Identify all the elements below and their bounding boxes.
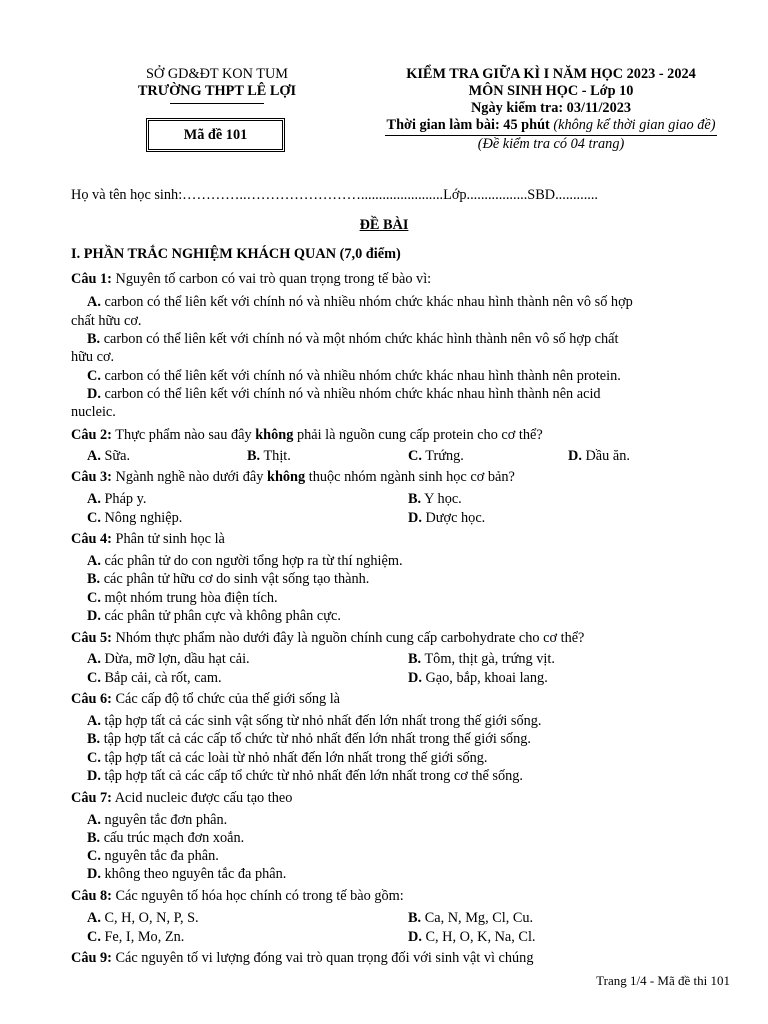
q2-option-d: [568, 447, 630, 466]
q8-option-a: [87, 909, 199, 928]
option-label: B.: [408, 910, 422, 926]
option-text: C, H, O, N, P, S.: [104, 910, 199, 926]
option-text: carbon có thể liên kết với chính nó và nhiều nhóm chức khác nhau hình thành nên protein.: [104, 368, 621, 384]
question-1: [71, 270, 731, 289]
option-label: C.: [408, 448, 422, 464]
option-text: C, H, O, K, Na, Cl.: [425, 929, 536, 945]
option-text: nguyên tắc đơn phân.: [104, 812, 228, 828]
question-keyword: không: [255, 427, 294, 443]
exam-duration: [368, 117, 734, 134]
question-number: Câu 1:: [71, 271, 112, 287]
question-number: Câu 3:: [71, 469, 112, 485]
q8-option-b: [408, 909, 533, 928]
q5-option-d: [408, 669, 548, 688]
option-text: tập hợp tất cả các sinh vật sống từ nhỏ nhất đến lớn nhất trong thế giới sống.: [104, 713, 542, 729]
option-text: Dược học.: [425, 510, 486, 526]
option-text: Pháp y.: [104, 491, 147, 507]
option-text: Fe, I, Mo, Zn.: [104, 929, 185, 945]
option-text: carbon có thể liên kết với chính nó và nhiều nhóm chức khác nhau hình thành nên vô số hợp: [104, 294, 633, 310]
q4-option-d: [87, 607, 729, 626]
question-text-pre: Thực phẩm nào sau đây: [115, 427, 252, 443]
school-name: TRƯỜNG THPT LÊ LỢI: [137, 83, 297, 99]
question-text: Các nguyên tố vi lượng đóng vai trò quan trọng đối với sinh vật vì chúng: [115, 950, 534, 966]
q1-option-c: [87, 367, 729, 386]
option-label: D.: [568, 448, 582, 464]
option-label: C.: [87, 750, 101, 766]
option-label: C.: [87, 590, 101, 606]
option-label: C.: [87, 848, 101, 864]
question-6: [71, 690, 731, 709]
option-label: A.: [87, 713, 101, 729]
department-name: SỞ GD&ĐT KON TUM: [145, 66, 289, 82]
exam-date: Ngày kiểm tra: 03/11/2023: [470, 100, 632, 116]
option-text: Y học.: [424, 491, 462, 507]
question-text-post: thuộc nhóm ngành sinh học cơ bản?: [308, 469, 515, 485]
question-9: [71, 949, 731, 968]
question-text: Nguyên tố carbon có vai trò quan trọng trong tế bào vì:: [115, 271, 432, 287]
option-text: không theo nguyên tắc đa phân.: [104, 866, 287, 882]
option-label: D.: [408, 670, 422, 686]
option-text: Thịt.: [263, 448, 291, 464]
q8-option-c: [87, 928, 184, 947]
option-text: các phân tử hữu cơ do sinh vật sống tạo thành.: [103, 571, 370, 587]
q5-option-a: [87, 650, 250, 669]
question-text-pre: Ngành nghề nào dưới đây: [115, 469, 264, 485]
q6-option-d: [87, 767, 729, 786]
q2-option-c: [408, 447, 464, 466]
question-keyword: không: [267, 469, 306, 485]
exam-code-box: Mã đề 101: [146, 118, 285, 152]
option-label: B.: [408, 491, 422, 507]
q1-option-d-cont: nucleic.: [71, 404, 116, 420]
question-2: [71, 426, 731, 445]
option-text: tập hợp tất cả các cấp tổ chức từ nhỏ nhất đến lớn nhất trong cơ thể sống.: [104, 768, 523, 784]
option-text: Dừa, mỡ lợn, dầu hạt cải.: [104, 651, 250, 667]
option-text: tập hợp tất cả các cấp tổ chức từ nhỏ nhất đến lớn nhất trong thế giới sống.: [103, 731, 531, 747]
question-number: Câu 2:: [71, 427, 112, 443]
option-text: Trứng.: [425, 448, 464, 464]
duration-note: (không kể thời gian giao đề): [553, 117, 716, 133]
option-text: các phân tử do con người tổng hợp ra từ thí nghiệm.: [104, 553, 403, 569]
question-number: Câu 4:: [71, 531, 112, 547]
q5-option-b: [408, 650, 555, 669]
q4-option-a: [87, 552, 729, 571]
option-label: C.: [87, 510, 101, 526]
student-info-line: Họ và tên học sinh:…………..…………………….......................Lớp.................SBD............: [71, 187, 599, 203]
q7-option-d: [87, 865, 729, 884]
option-text: Tôm, thịt gà, trứng vịt.: [424, 651, 555, 667]
subject: MÔN SINH HỌC - Lớp 10: [468, 83, 634, 99]
question-4: [71, 530, 731, 549]
q1-option-d: [87, 385, 729, 404]
option-label: B.: [87, 571, 101, 587]
q4-option-c: [87, 589, 729, 608]
q4-option-b: [87, 570, 729, 589]
q1-option-b: [87, 330, 729, 349]
q1-option-a: [87, 293, 729, 312]
option-label: A.: [87, 553, 101, 569]
option-text: Dầu ăn.: [585, 448, 630, 464]
question-number: Câu 7:: [71, 790, 112, 806]
q3-option-a: [87, 490, 146, 509]
question-text: Acid nucleic được cấu tạo theo: [114, 790, 293, 806]
option-label: A.: [87, 910, 101, 926]
question-number: Câu 5:: [71, 630, 112, 646]
page-footer: Trang 1/4 - Mã đề thi 101: [596, 973, 730, 988]
question-7: [71, 789, 731, 808]
q6-option-a: [87, 712, 729, 731]
option-label: B.: [408, 651, 422, 667]
option-label: C.: [87, 368, 101, 384]
option-text: Ca, N, Mg, Cl, Cu.: [424, 910, 534, 926]
question-number: Câu 9:: [71, 950, 112, 966]
option-label: D.: [87, 386, 101, 402]
option-label: A.: [87, 294, 101, 310]
q3-option-d: [408, 509, 485, 528]
option-label: A.: [87, 448, 101, 464]
option-text: Nông nghiệp.: [104, 510, 183, 526]
question-text: Nhóm thực phẩm nào dưới đây là nguồn chính cung cấp carbohydrate cho cơ thể?: [115, 630, 585, 646]
option-label: D.: [87, 768, 101, 784]
q3-option-b: [408, 490, 462, 509]
q7-option-c: [87, 847, 729, 866]
option-label: B.: [87, 331, 101, 347]
q3-option-c: [87, 509, 182, 528]
option-label: B.: [87, 731, 101, 747]
exam-heading: ĐỀ BÀI: [359, 217, 409, 233]
question-text-post: phải là nguồn cung cấp protein cho cơ thể?: [296, 427, 543, 443]
option-label: D.: [87, 608, 101, 624]
option-text: tập hợp tất cả các loài từ nhỏ nhất đến lớn nhất trong thế giới sống.: [104, 750, 488, 766]
q6-option-c: [87, 749, 729, 768]
option-label: A.: [87, 812, 101, 828]
pages-note: (Đề kiểm tra có 04 trang): [477, 136, 625, 152]
option-label: A.: [87, 491, 101, 507]
question-number: Câu 8:: [71, 888, 112, 904]
q2-option-b: [247, 447, 291, 466]
question-text: Các cấp độ tổ chức của thế giới sống là: [115, 691, 341, 707]
option-label: D.: [408, 510, 422, 526]
option-text: cấu trúc mạch đơn xoắn.: [103, 830, 245, 846]
header-divider: [170, 103, 264, 104]
section-heading: I. PHẦN TRẮC NGHIỆM KHÁCH QUAN (7,0 điểm): [71, 246, 401, 262]
question-text: Các nguyên tố hóa học chính có trong tế bào gồm:: [115, 888, 404, 904]
exam-title: KIỂM TRA GIỮA KÌ I NĂM HỌC 2023 - 2024: [406, 66, 696, 82]
q6-option-b: [87, 730, 729, 749]
option-text: Sữa.: [104, 448, 131, 464]
question-8: [71, 887, 731, 906]
q1-option-b-cont: hữu cơ.: [71, 349, 115, 365]
q7-option-a: [87, 811, 729, 830]
option-text: một nhóm trung hòa điện tích.: [104, 590, 278, 606]
q1-option-a-cont: chất hữu cơ.: [71, 313, 142, 329]
option-text: Gạo, bắp, khoai lang.: [425, 670, 548, 686]
q5-option-c: [87, 669, 222, 688]
option-text: Bắp cải, cà rốt, cam.: [104, 670, 222, 686]
option-text: carbon có thể liên kết với chính nó và nhiều nhóm chức khác nhau hình thành nên acid: [104, 386, 601, 402]
option-text: carbon có thể liên kết với chính nó và một nhóm chức khác hình thành nên vô số hợp chất: [103, 331, 619, 347]
question-number: Câu 6:: [71, 691, 112, 707]
option-label: D.: [408, 929, 422, 945]
q8-option-d: [408, 928, 536, 947]
question-text: Phân tử sinh học là: [115, 531, 225, 547]
header-right: [368, 66, 734, 153]
option-label: D.: [87, 866, 101, 882]
option-label: A.: [87, 651, 101, 667]
question-3: [71, 468, 731, 487]
option-label: C.: [87, 670, 101, 686]
option-label: C.: [87, 929, 101, 945]
header-left: [120, 66, 314, 104]
option-label: B.: [247, 448, 261, 464]
option-text: nguyên tắc đa phân.: [104, 848, 219, 864]
question-5: [71, 629, 731, 648]
q7-option-b: [87, 829, 729, 848]
duration-text: Thời gian làm bài: 45 phút: [386, 117, 550, 133]
option-text: các phân tử phân cực và không phân cực.: [104, 608, 341, 624]
q2-option-a: [87, 447, 130, 466]
option-label: B.: [87, 830, 101, 846]
